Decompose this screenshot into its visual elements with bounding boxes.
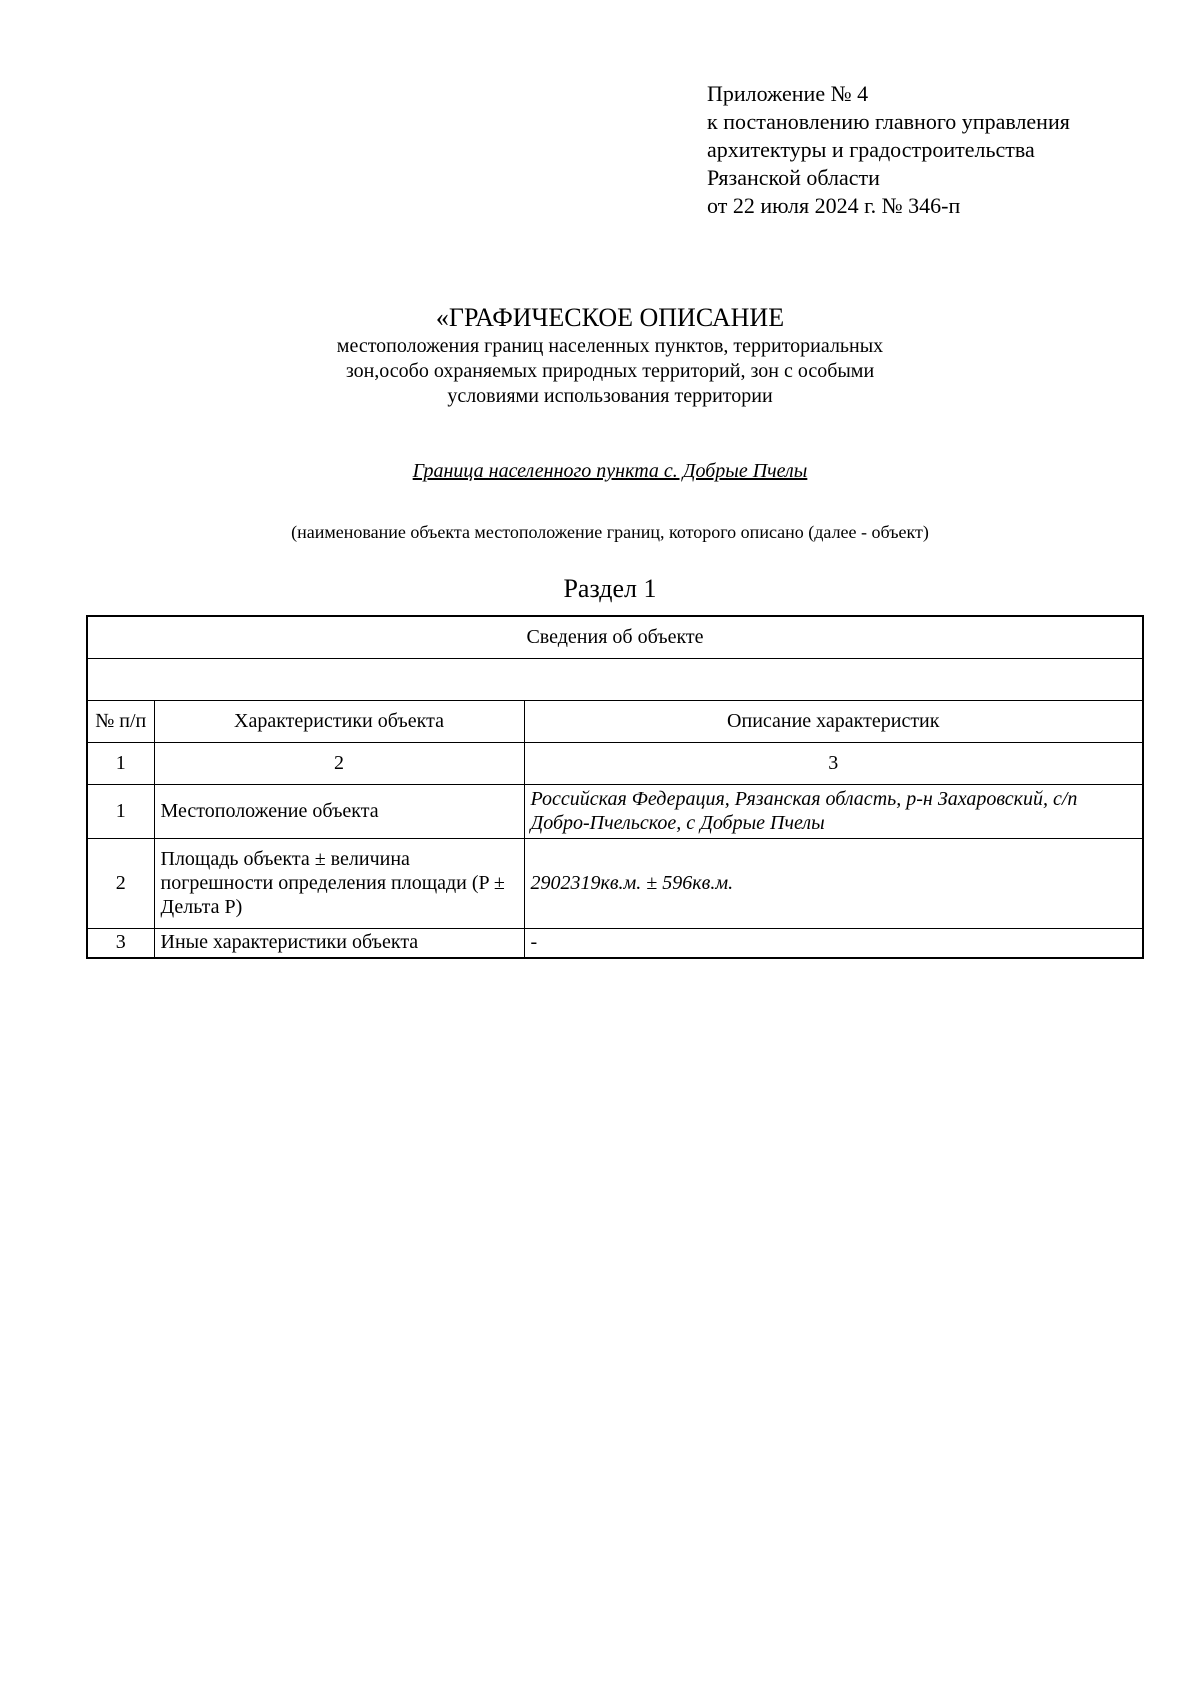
document-title: «ГРАФИЧЕСКОЕ ОПИСАНИЕ [435,303,785,332]
row-number: 1 [87,784,154,838]
object-info-table [86,615,1144,959]
appendix-date: от 22 июля 2024 г. № 346-п [707,193,961,218]
document-subtitle-line-3: условиями использования территории [447,385,773,407]
table-header: Сведения об объекте [87,616,1143,658]
object-name: Граница населенного пункта с. Добрые Пчелы [412,460,808,482]
row-characteristic: Площадь объекта ± величина погрешности определения площади (P ± Дельта P) [154,838,524,928]
row-description: Российская Федерация, Рязанская область, р-н Захаровский, с/п Добро-Пчельское, с Добрые Пчелы [524,784,1143,838]
appendix-header [707,80,1070,220]
row-description: - [524,928,1143,958]
table-row [87,838,1143,928]
table-row [87,928,1143,958]
column-header-characteristic: Характеристики объекта [154,700,524,742]
row-number: 3 [87,928,154,958]
appendix-department: архитектуры и градостроительства [707,137,1035,162]
column-number-1: 1 [87,742,154,784]
column-header-number: № п/п [87,700,154,742]
document-title-block [0,302,1200,409]
document-subtitle-line-1: местоположения границ населенных пунктов, территориальных [336,335,884,357]
section-title: Раздел 1 [563,574,657,603]
appendix-resolution: к постановлению главного управления [707,109,1070,134]
table-empty-cell [87,658,1143,700]
column-number-2: 2 [154,742,524,784]
document-subtitle-line-2: зон,особо охраняемых природных территорий, зон с особыми [345,360,875,382]
column-number-3: 3 [524,742,1143,784]
object-caption: (наименование объекта местоположение границ, которого описано (далее - объект) [291,522,929,542]
table-empty-row [87,658,1143,700]
row-characteristic: Иные характеристики объекта [154,928,524,958]
column-header-description: Описание характеристик [524,700,1143,742]
row-number: 2 [87,838,154,928]
appendix-number: Приложение № 4 [707,81,869,106]
row-characteristic: Местоположение объекта [154,784,524,838]
appendix-region: Рязанской области [707,165,880,190]
table-column-numbers-row [87,742,1143,784]
table-header-row [87,616,1143,658]
table-row [87,784,1143,838]
table-column-header-row [87,700,1143,742]
row-description: 2902319кв.м. ± 596кв.м. [524,838,1143,928]
